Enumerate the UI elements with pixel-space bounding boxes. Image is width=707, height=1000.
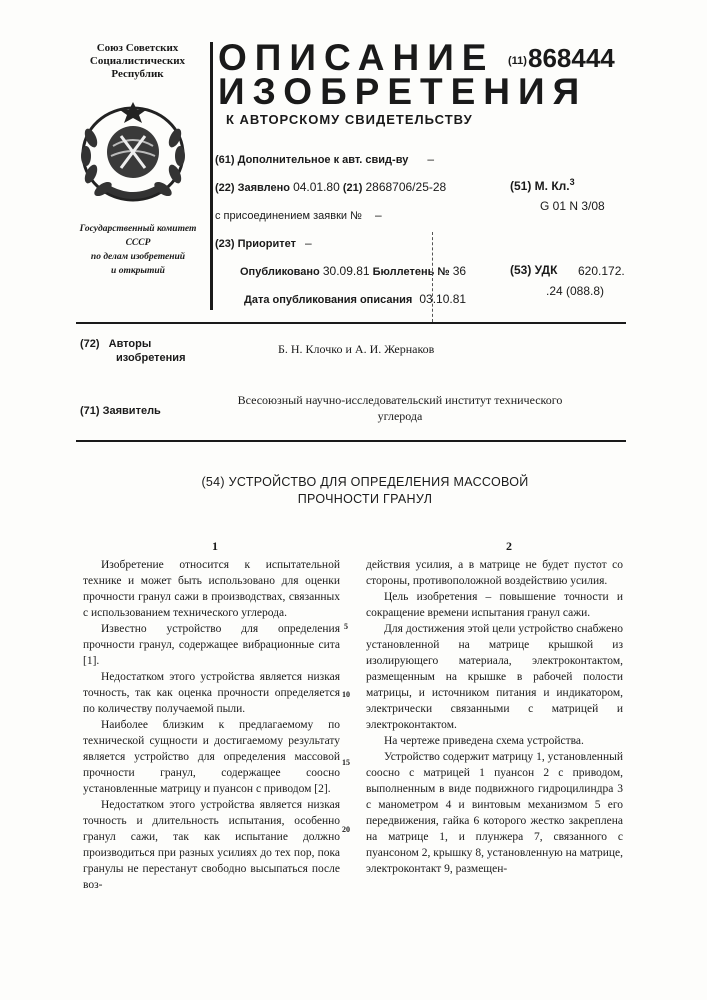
applicant-name — [180, 392, 620, 424]
desc-date: 03.10.81 — [419, 292, 467, 306]
field-22-label: (22) Заявлено — [215, 182, 290, 194]
invention-title — [150, 474, 580, 508]
field-61-value: – — [427, 152, 435, 166]
header-divider — [210, 42, 213, 310]
column-number-1: 1 — [212, 539, 218, 553]
applicant-line1: Всесоюзный научно-исследовательский институт технического — [237, 393, 563, 407]
mkl-label: (51) М. Кл. — [510, 179, 570, 193]
field-61 — [215, 152, 434, 166]
paragraph: Недостатком этого устройства является низкая точность, так как оценка прочности определяется по количеству получаемой пыли. — [83, 671, 340, 715]
paragraph: Для достижения этой цели устройство снабжено установленной на матрице крышкой из изолирующего материала, электроконтактом, размещенным на крышке в рабочей полости матрицы, и источником питания и индикатором, электрически связанными с матрицей и электроконтактом. — [366, 623, 623, 731]
patent-number-label: (11) — [508, 55, 527, 67]
field-21-label: (21) — [342, 182, 363, 194]
committee-line: по делам изобретений — [90, 252, 186, 262]
field-61-label: (61) Дополнительное к авт. свид-ву — [215, 154, 409, 166]
join-label: с присоединением заявки № — [215, 210, 362, 222]
published-label: Опубликовано — [240, 266, 320, 278]
applicant-separator — [76, 440, 626, 442]
paragraph: Устройство содержит матрицу 1, установленный соосно с матрицей 1 пуансон 2 с приводом, выполненным в виде подвижного гидроцилиндра 3 с манометром 4 и винтовым механизмом 5 его передвижения, гайка 6 которого жестко закреплена на матрице 1, и плунжера 7, связанного с пуансоном 2, крышку 8, установленную на матрице, электроконтакт 9, размещен- — [366, 751, 623, 875]
published-date: 30.09.81 — [322, 264, 370, 278]
authors-label — [80, 337, 186, 365]
join-value: – — [374, 208, 382, 222]
line-number: 15 — [342, 758, 350, 767]
field-join — [215, 208, 382, 222]
bulletin-number: 36 — [452, 264, 467, 278]
committee-name — [68, 222, 208, 278]
line-number: 5 — [344, 622, 348, 631]
header-separator — [76, 322, 626, 324]
line-number: 10 — [342, 690, 350, 699]
union-line: Республик — [111, 68, 164, 80]
body-column-1 — [83, 557, 340, 893]
authors-label-num: (72) — [80, 338, 100, 350]
udk-value-1: 620.172. — [578, 264, 625, 278]
country-name — [70, 42, 205, 81]
priority-value: – — [305, 236, 312, 250]
paragraph: Цель изобретения – повышение точности и сокращение времени испытания гранул сажи. — [366, 591, 623, 619]
desc-date-label: Дата опубликования описания — [244, 294, 413, 306]
line-number: 20 — [342, 825, 350, 834]
application-number: 2868706/25-28 — [365, 180, 447, 194]
priority-label: (23) Приоритет — [215, 238, 296, 250]
body-column-2 — [366, 557, 623, 877]
doc-title-line2: ИЗОБРЕТЕНИЯ — [218, 71, 588, 112]
udk-value-2: .24 (088.8) — [546, 284, 605, 298]
applicant-label: (71) Заявитель — [80, 405, 161, 417]
field-22-21 — [215, 180, 446, 194]
committee-line: Государственный комитет — [79, 224, 197, 234]
mkl-value: G 01 N 3/08 — [540, 199, 605, 213]
authors-label-line2: изобретения — [116, 352, 186, 364]
committee-line: и открытий — [111, 266, 165, 276]
paragraph: Наиболее близким к предлагаемому по технической сущности и достигаемому результату является устройство для определения массовой прочности гранул, содержащее соосно установленные матрицу и пуансон с приводом [2]. — [83, 719, 340, 795]
paragraph: Недостатком этого устройства является низкая точность и длительность испытания, особенно гранул сажи, так как испытание должно производиться при разных усилиях до тех пор, пока гранулы не перестанут свободно высыпаться после воз- — [83, 799, 340, 891]
applicant-line2: углерода — [377, 409, 423, 423]
paragraph: действия усилия, а в матрице не будет пустот со стороны, противоположной воздействию усилия. — [366, 559, 623, 587]
doc-subtitle: К АВТОРСКОМУ СВИДЕТЕЛЬСТВУ — [226, 112, 473, 127]
author-names: Б. Н. Клочко и А. И. Жернаков — [278, 342, 435, 356]
mkl-edition: 3 — [569, 177, 575, 187]
paragraph: На чертеже приведена схема устройства. — [384, 735, 584, 747]
paragraph: Изобретение относится к испытательной технике и может быть использовано для оценки прочности гранул сажи в производствах, связанных с использованием технического углерода. — [83, 559, 340, 619]
paragraph: Известно устройство для определения прочности гранул, содержащее вибрационные сита [1]. — [83, 623, 340, 667]
invention-title-line1: (54) УСТРОЙСТВО ДЛЯ ОПРЕДЕЛЕНИЯ МАССОВОЙ — [201, 475, 529, 489]
column-number-2: 2 — [506, 539, 512, 553]
mkl-field — [510, 177, 575, 193]
patent-number: 868444 — [528, 43, 615, 73]
stamp-line — [432, 232, 433, 322]
committee-line: СССР — [125, 238, 151, 248]
union-line: Социалистических — [89, 55, 186, 67]
state-emblem-icon — [77, 96, 189, 206]
union-line: Союз Советских — [96, 42, 179, 54]
field-23 — [215, 236, 312, 250]
authors-label-line1: Авторы — [108, 338, 152, 350]
udk-label: (53) УДК — [510, 263, 558, 277]
doc-title-line1: ОПИСАНИЕ — [218, 37, 495, 78]
filing-date: 04.01.80 — [293, 180, 340, 194]
invention-title-line2: ПРОЧНОСТИ ГРАНУЛ — [297, 492, 433, 506]
bulletin-label: Бюллетень № — [372, 266, 450, 278]
